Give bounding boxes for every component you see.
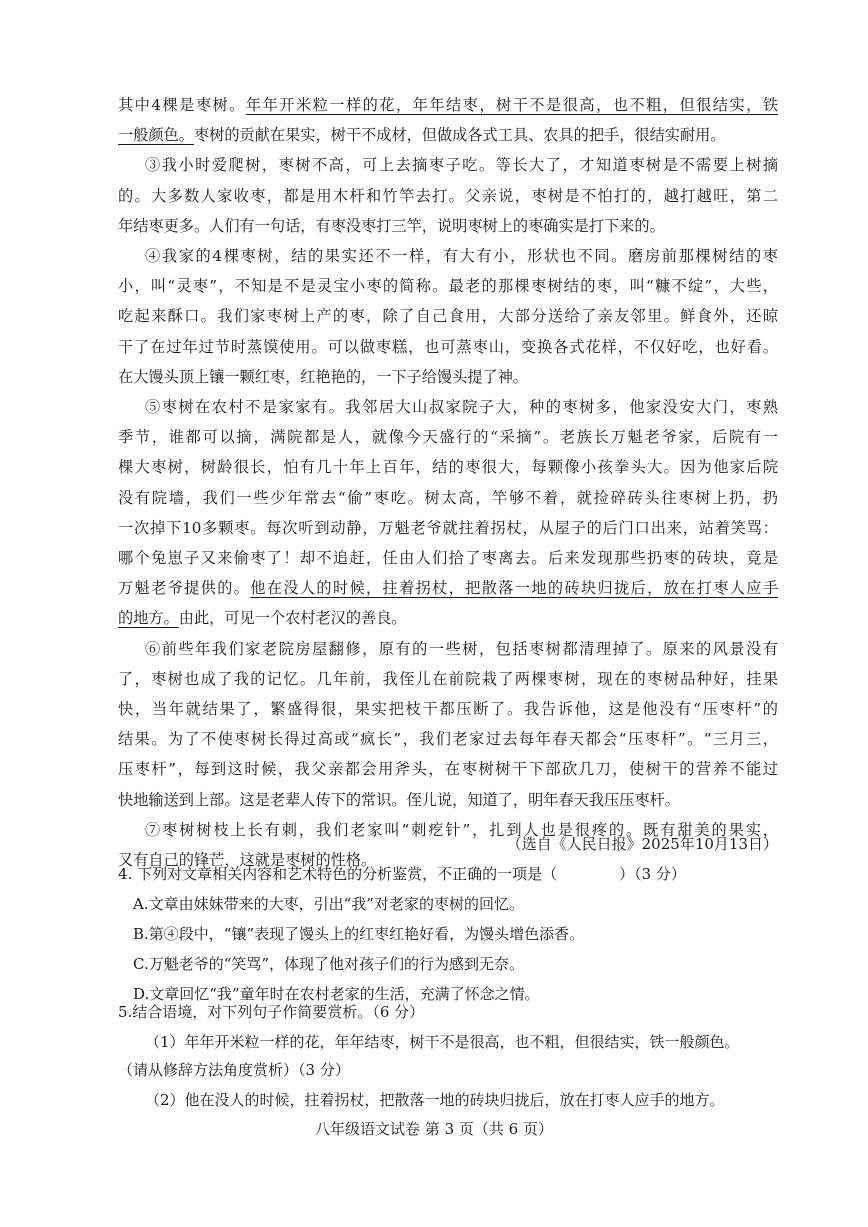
article-line: 又有自己的锋芒，这就是枣树的性格。 (118, 851, 377, 869)
article-line: ⑦枣树树枝上长有刺，我们老家叫“刺疙针”，扎到人也是很疼的。既有甜美的果实， (145, 820, 778, 839)
article-line: 压枣杆”，每到这时候，我父亲都会用斧头，在枣树树干下部砍几刀，使树干的营养不能过 (118, 760, 778, 779)
article-line: 了，枣树也成了我的记忆。几年前，我侄儿在前院栽了两棵枣树，现在的枣树品种好，挂果 (118, 669, 778, 688)
article-line: 快地输送到上部。这是老辈人传下的常识。侄儿说，知道了，明年春天我压压枣杆。 (118, 790, 680, 809)
question-5-sub1: （1）年年开米粒一样的花，年年结枣，树干不是很高，也不粗，但很结实，铁一般颜色。 (145, 1033, 740, 1051)
question-5-sub1-hint: （请从修辞方法角度赏析）（3 分） (118, 1061, 350, 1079)
article-line: 一般颜色。枣树的贡献在果实，树干不成材，但做成各式工具、农具的把手，很结实耐用。 (118, 126, 726, 145)
question-4-option-c: C.万魁老爷的“笑骂”，体现了他对孩子们的行为感到无奈。 (133, 955, 525, 973)
article-line: 的。大多数人家收枣，都是用木杆和竹竿去打。父亲说，枣树是不怕打的，越打越旺，第二 (118, 186, 778, 205)
article-line: 年结枣更多。人们有一句话，有枣没枣打三竿，说明枣树上的枣确实是打下来的。 (118, 216, 665, 235)
article-line: ⑤枣树在农村不是家家有。我邻居大山叔家院子大，种的枣树多，他家没安大门，枣熟 (145, 398, 778, 416)
article-source: （选自《人民日报》2025年10月13日） (506, 835, 778, 853)
question-4-option-a: A.文章由妹妹带来的大枣，引出“我”对老家的枣树的回忆。 (133, 895, 524, 913)
article-line: 结果。为了不使枣树长得过高或“疯长”，我们老家过去每年春天都会“压枣杆”。“三月三， (118, 730, 778, 749)
article-line: 没有院墙，我们一些少年常去“偷”枣吃。树太高，竿够不着，就捡碎砖头往枣树上扔，扔 (118, 488, 778, 507)
article-line: 哪个兔崽子又来偷枣了！却不追赶，任由人们拾了枣离去。后来发现那些扔枣的砖块，竟是 (118, 549, 778, 567)
article-line: 干了在过年过节时蒸馍使用。可以做枣糕，也可蒸枣山，变换各式花样，不仅好吃，也好看。 (118, 337, 778, 356)
article-line: 其中4棵是枣树。年年开米粒一样的花，年年结枣，树干不是很高，也不粗，但很结实，铁 (118, 96, 778, 114)
article-line: 一次掉下10多颗枣。每次听到动静，万魁老爷就拄着拐杖，从屋子的后门口出来，站着笑骂： (118, 518, 778, 537)
article-line: ③我小时爱爬树，枣树不高，可上去摘枣子吃。等长大了，才知道枣树是不需要上树摘 (145, 156, 778, 175)
underlined-sentence-1: 一般颜色。 (118, 126, 194, 145)
underlined-sentence-1: 年年开米粒一样的花，年年结枣，树干不是很高，也不粗，但很结实，铁 (245, 96, 778, 114)
article-line: ④我家的4棵枣树，结的果实还不一样，有大有小，形状也不同。磨房前那棵树结的枣 (145, 247, 778, 265)
article-line: ⑥前些年我们家老院房屋翻修，原有的一些树，包括枣树都清理掉了。原来的风景没有 (145, 639, 778, 658)
question-5-sub2: （2）他在没人的时候，拄着拐杖，把散落一地的砖块归拢后，放在打枣人应手的地方。 (145, 1091, 725, 1109)
underlined-sentence-2: 他在没人的时候，拄着拐杖，把散落一地的砖块归拢后，放在打枣人应手 (250, 579, 778, 598)
question-4-option-d: D.文章回忆“我”童年时在农村老家的生活，充满了怀念之情。 (133, 985, 540, 1003)
article-line: 季节，谁都可以摘，满院都是人，就像今天盛行的“采摘”。老族长万魁老爷家，后院有一 (118, 428, 778, 447)
article-line: 小，叫“灵枣”，不知是不是灵宝小枣的简称。最老的那棵枣树结的枣，叫“糠不绽”，大些， (118, 277, 778, 296)
article-line: 快，当年就结果了，繁盛得很，果实把枝干都压断了。我告诉他，这是他没有“压枣杆”的 (118, 700, 778, 718)
question-5-stem: 5.结合语境，对下列句子作简要赏析。（6 分） (118, 1003, 425, 1021)
article-line: 万魁老爷提供的。他在没人的时候，拄着拐杖，把散落一地的砖块归拢后，放在打枣人应手 (118, 579, 778, 598)
article-line: 吃起来酥口。我们家枣树上产的枣，除了自己食用，大部分送给了亲友邻里。鲜食外，还晾 (118, 307, 778, 326)
underlined-sentence-2: 的地方。 (118, 609, 179, 628)
page-footer: 八年级语文试卷 第 3 页（共 6 页） (315, 1120, 553, 1138)
question-4-option-b: B.第④段中，“镶”表现了馒头上的红枣红艳好看，为馒头增色添香。 (133, 925, 585, 943)
article-line: 在大馒头顶上镶一颗红枣，红艳艳的，一下子给馒头提了神。 (118, 367, 529, 386)
article-line: 的地方。由此，可见一个农村老汉的善良。 (118, 609, 407, 628)
article-line: 棵大枣树，树龄很长，怕有几十年上百年，结的枣很大，每颗像小孩拳头大。因为他家后院 (118, 458, 778, 477)
question-4-stem: 4. 下列对文章相关内容和艺术特色的分析鉴赏，不正确的一项是（ ）（3 分） (118, 865, 686, 883)
